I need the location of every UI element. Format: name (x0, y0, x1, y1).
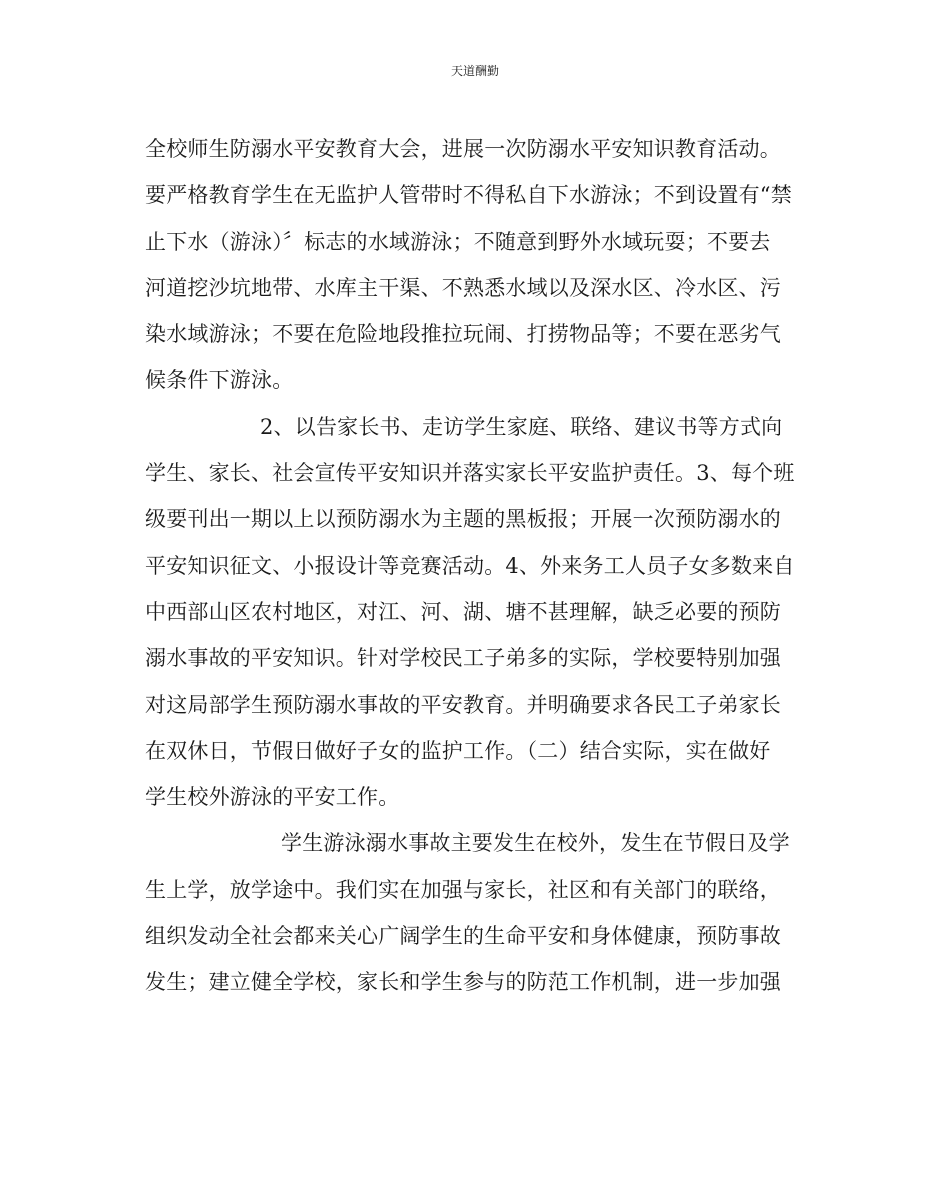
text-line: 河道挖沙坑地带、水库主干渠、不熟悉水域以及深水区、冷水区、污 (145, 275, 781, 300)
text-line: 学生、家长、社会宣传平安知识并落实家长平安监护责任。3、每个班 (145, 461, 795, 486)
text-line: 候条件下游泳。 (145, 368, 294, 393)
text-line: 组织发动全社会都来关心广阔学生的生命平安和身体健康，预防事故 (145, 924, 781, 949)
text-line: 发生；建立健全学校，家长和学生参与的防范工作机制，进一步加强 (145, 970, 781, 995)
text-line: 平安知识征文、小报设计等竞赛活动。4、外来务工人员子女多数来自 (145, 553, 795, 578)
text-line: 中西部山区农村地区，对江、河、湖、塘不甚理解，缺乏必要的预防 (145, 599, 781, 624)
document-body (145, 126, 815, 1006)
text-line: 全校师生防溺水平安教育大会，进展一次防溺水平安知识教育活动。 (145, 137, 781, 161)
text-line: 学生校外游泳的平安工作。 (145, 785, 400, 810)
page-header: 天道酬勤 (450, 64, 499, 78)
text-line: 溺水事故的平安知识。针对学校民工子弟多的实际，学校要特别加强 (145, 646, 781, 671)
text-line: 级要刊出一期以上以预防溺水为主题的黑板报；开展一次预防溺水的 (145, 507, 781, 532)
paragraph-start-line: 2、以告家长书、走访学生家庭、联络、建议书等方式向 (260, 414, 783, 439)
text-line: 要严格教育学生在无监护人管带时不得私自下水游泳；不到设置有“禁 (145, 183, 792, 208)
paragraph-start-line: 学生游泳溺水事故主要发生在校外，发生在节假日及学 (281, 831, 790, 856)
text-line: 在双休日，节假日做好子女的监护工作。（二）结合实际，实在做好 (145, 738, 771, 763)
text-line: 生上学，放学途中。我们实在加强与家长，社区和有关部门的联络， (145, 877, 781, 902)
text-line: 止下水（游泳）〞标志的水域游泳；不随意到野外水域玩耍；不要去 (145, 229, 771, 254)
text-line: 染水域游泳；不要在危险地段推拉玩闹、打捞物品等；不要在恶劣气 (145, 322, 781, 347)
text-line: 对这局部学生预防溺水事故的平安教育。并明确要求各民工子弟家长 (145, 692, 781, 717)
